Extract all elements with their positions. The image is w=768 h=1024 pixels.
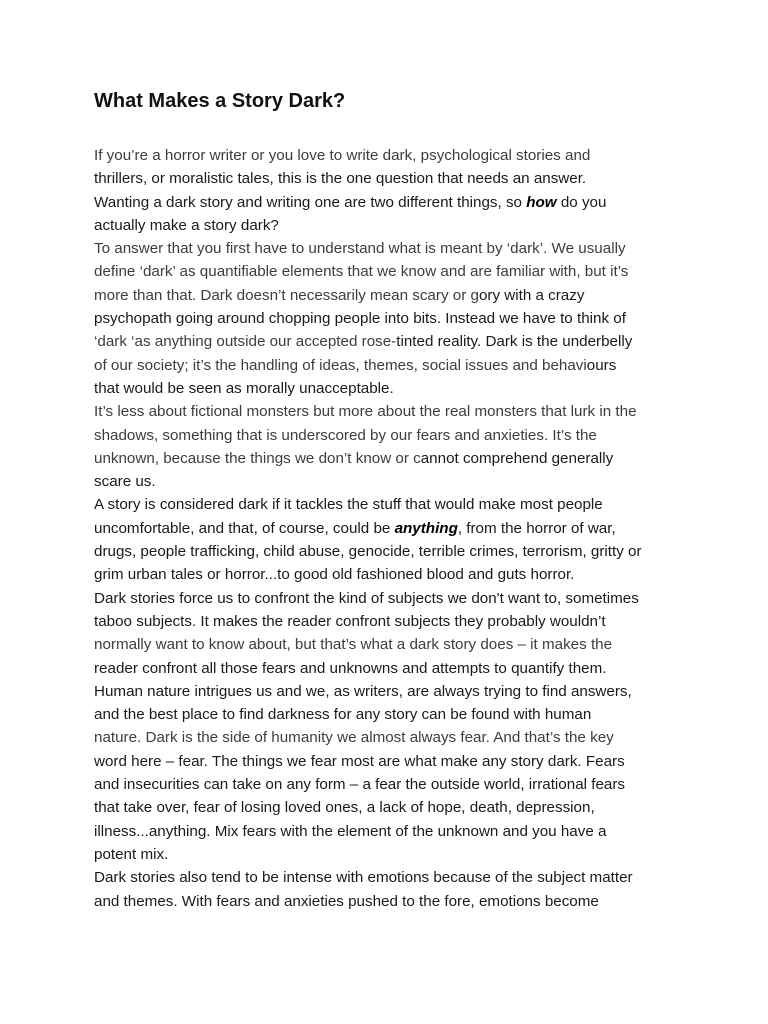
text-line: [94, 284, 694, 307]
text-line: [94, 750, 694, 773]
text-line-segment: A story is considered dark if it tackles the stuff that would make most people: [94, 496, 603, 514]
text-line-segment: drugs, people trafficking, child abuse, genocide, terrible crimes, terrorism, gritty or: [94, 543, 642, 561]
text-line: [94, 330, 694, 353]
text-line-segment: and themes. With fears and anxieties pushed to the fore, emotions become: [94, 892, 599, 910]
text-line: [94, 517, 694, 540]
emphasized-word: how: [526, 193, 557, 211]
text-line-segment: and insecurities can take on any form – a fear the outside world, irrational fears: [94, 776, 625, 794]
text-line: [94, 587, 694, 610]
text-line: [94, 773, 694, 796]
text-line-segment-light: nature. Dark is the side of humanity we almost always fear. And that’s the key: [94, 729, 614, 747]
text-line: [94, 191, 694, 214]
text-line: [94, 424, 694, 447]
text-line-segment-light: shadows, something that is underscored by our fears and anxieties. It’s the: [94, 426, 597, 444]
text-line-segment-tail: do you: [556, 193, 607, 211]
text-line: [94, 796, 694, 819]
text-line: [94, 493, 694, 516]
text-line-segment: scare us.: [94, 473, 156, 491]
text-line: [94, 610, 694, 633]
text-line-segment-light: It’s less about fictional monsters but more about the real monsters that lurk in the: [94, 403, 637, 421]
text-line-segment: ory with a crazy: [478, 286, 585, 304]
text-line-segment: that would be seen as morally unacceptable.: [94, 379, 394, 397]
text-line: [94, 260, 694, 283]
text-line: [94, 354, 694, 377]
text-line: [94, 657, 694, 680]
text-line-segment: potent mix.: [94, 845, 169, 863]
document-body: [94, 144, 694, 913]
text-line-segment: reader confront all those fears and unknowns and attempts to quantify them.: [94, 659, 607, 677]
text-line-segment: illness...anything. Mix fears with the element of the unknown and you have a: [94, 822, 607, 840]
text-line: [94, 377, 694, 400]
text-line-segment-tail: , from the horror of war,: [457, 519, 616, 537]
text-line: [94, 167, 694, 190]
text-line: [94, 470, 694, 493]
text-line-segment: psychopath going around chopping people into bits. Instead we have to think of: [94, 310, 626, 328]
text-line: [94, 144, 694, 167]
emphasized-word: anything: [394, 519, 458, 537]
text-line: [94, 633, 694, 656]
text-line-segment-light: If you’re a horror writer or you love to write dark, psychological stories and: [94, 147, 591, 164]
text-line-segment-light: unknown, because the things we don’t know or c: [94, 449, 421, 467]
text-line-segment-light: of our society; it’s the handling of ideas, themes, social issues and behavi: [94, 356, 587, 374]
text-line-segment: tinted reality. Dark is the underbelly: [396, 333, 633, 351]
text-line-segment-light: define ‘dark’ as quantifiable elements that we know and are familiar with, but it’s: [94, 263, 629, 281]
text-line-segment-light: normally want to know about, but that’s what a dark story does – it makes the: [94, 636, 613, 654]
text-line: [94, 447, 694, 470]
text-line-segment-light: more than that. Dark doesn’t necessarily mean scary or g: [94, 286, 479, 304]
text-line-segment: annot comprehend generally: [420, 449, 614, 467]
text-line: [94, 726, 694, 749]
text-line-segment: ours: [586, 356, 617, 374]
text-line-segment: thrillers, or moralistic tales, this is the one question that needs an answer.: [94, 170, 587, 188]
text-line: [94, 563, 694, 586]
text-line-segment: Dark stories also tend to be intense with emotions because of the subject matter: [94, 869, 633, 887]
text-line: [94, 866, 694, 889]
text-line: [94, 307, 694, 330]
text-line: [94, 843, 694, 866]
text-line-segment: word here – fear. The things we fear most are what make any story dark. Fears: [94, 752, 625, 770]
text-line: [94, 214, 694, 237]
text-line: [94, 237, 694, 260]
text-line: [94, 680, 694, 703]
text-line: [94, 890, 694, 913]
text-line: [94, 400, 694, 423]
text-line-segment: Wanting a dark story and writing one are two different things, so: [94, 193, 527, 211]
text-line: [94, 820, 694, 843]
text-line-segment: taboo subjects. It makes the reader confront subjects they probably wouldn’t: [94, 612, 606, 630]
text-line-segment-light: To answer that you first have to understand what is meant by ‘dark’. We usually: [94, 240, 626, 258]
text-line: [94, 540, 694, 563]
text-line-segment: that take over, fear of losing loved ones, a lack of hope, death, depression,: [94, 799, 595, 817]
text-line-segment: grim urban tales or horror...to good old fashioned blood and guts horror.: [94, 566, 575, 584]
text-line: [94, 703, 694, 726]
text-line-segment: Dark stories force us to confront the kind of subjects we don't want to, sometimes: [94, 589, 639, 607]
text-line-segment: and the best place to find darkness for any story can be found with human: [94, 706, 592, 724]
text-line-segment-light: ‘dark ‘as anything outside our accepted rose-: [94, 333, 397, 351]
document-title: What Makes a Story Dark?: [94, 90, 346, 112]
text-line-segment: uncomfortable, and that, of course, could be: [94, 519, 395, 537]
text-line-segment: Human nature intrigues us and we, as writers, are always trying to find answers,: [94, 682, 632, 700]
text-line-segment: actually make a story dark?: [94, 216, 279, 234]
